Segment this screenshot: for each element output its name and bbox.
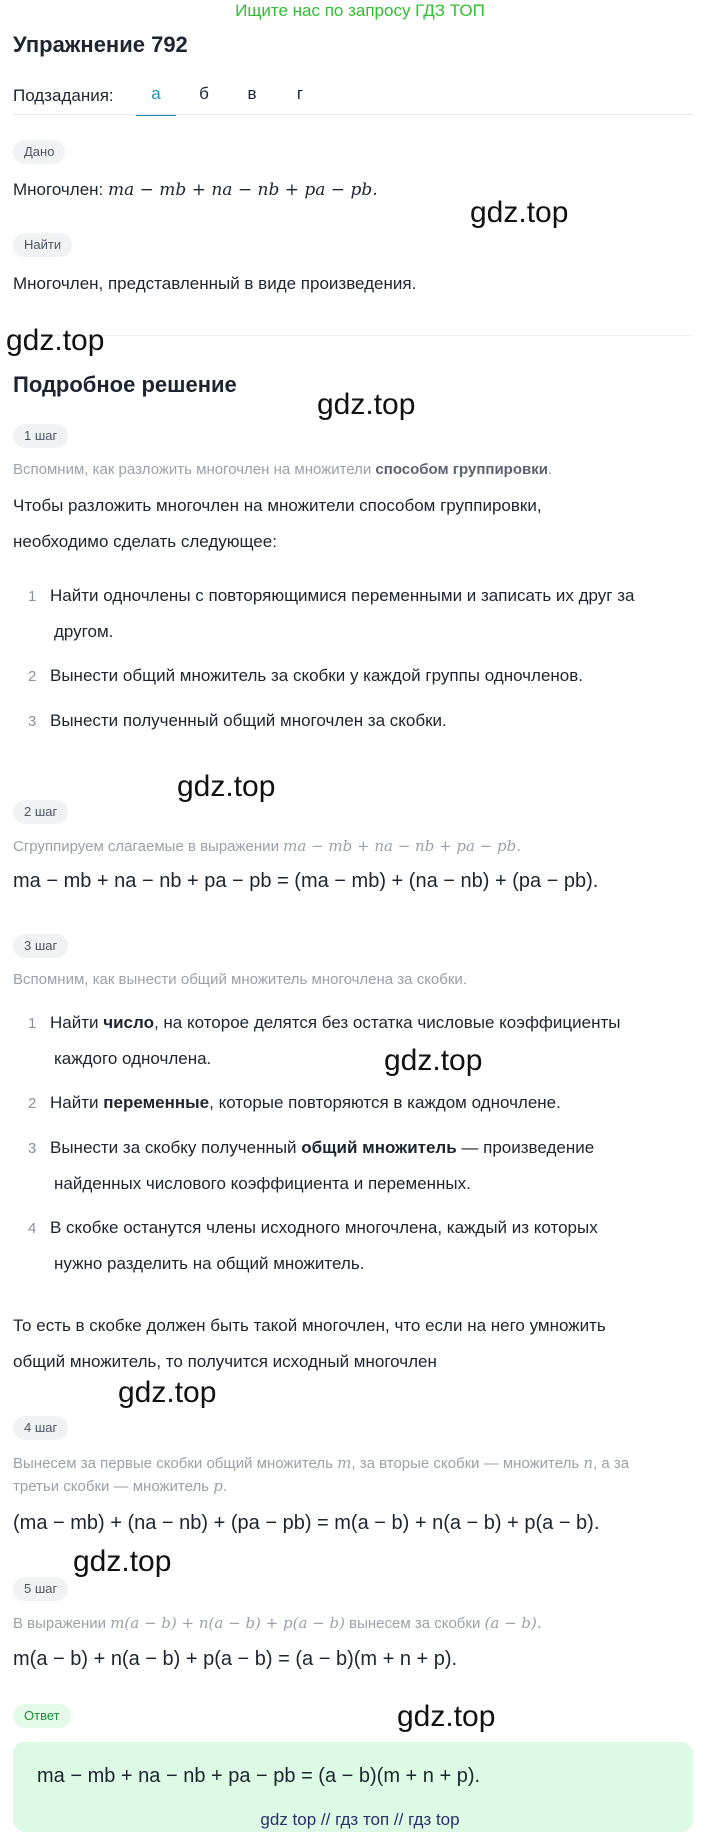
step4-hint1-m: m: [337, 1454, 352, 1472]
step5-hint: [13, 1612, 542, 1635]
watermark: gdz.top: [470, 196, 569, 229]
step3-item3-num: 3: [28, 1140, 37, 1157]
step3-item2-num: 2: [28, 1095, 37, 1112]
step3-item3-pre: Вынести за скобку полученный: [50, 1138, 302, 1157]
step1-item1-b: другом.: [54, 622, 114, 641]
step4-hint2-post: .: [222, 1478, 227, 1495]
subtasks-label: Подзадания:: [13, 86, 114, 105]
step4-hint1-mid: , за вторые скобки — множитель: [351, 1455, 580, 1472]
step3-item1-bold: число: [103, 1013, 154, 1032]
step4-pill: 4 шаг: [13, 1416, 68, 1440]
exercise-title: Упражнение 792: [13, 32, 188, 57]
step3-line1: То есть в скобке должен быть такой многочлен, что если на него умножить: [13, 1316, 606, 1335]
step3-item2: [50, 1085, 690, 1121]
step2-hint-formula: ma − mb + na − nb + pa − pb.: [283, 837, 522, 855]
step3-line2: общий множитель, то получится исходный многочлен: [13, 1352, 437, 1371]
tab-b[interactable]: б: [199, 84, 209, 103]
step2-hint: [13, 835, 521, 858]
step1-hint-bold: способом группировки: [375, 461, 548, 478]
step3-item4-b: нужно разделить на общий множитель.: [54, 1254, 365, 1273]
watermark: gdz.top: [118, 1376, 217, 1409]
step4-hint1-pre: Вынесем за первые скобки общий множитель: [13, 1455, 333, 1472]
step3-item3-post: — произведение: [456, 1138, 595, 1157]
watermark: gdz.top: [73, 1545, 172, 1578]
answer-pill: Ответ: [13, 1704, 71, 1728]
tabs-divider: [13, 114, 693, 115]
step1-hint-pre: Вспомним, как разложить многочлен на множители: [13, 461, 376, 478]
footer-links[interactable]: gdz top // гдз топ // гдз top: [260, 1810, 460, 1829]
solution-title: Подробное решение: [13, 372, 237, 397]
step1-item3-num: 3: [28, 713, 37, 730]
step3-item3-b: найденных числового коэффициента и переменных.: [54, 1174, 471, 1193]
step4-formula: (ma − mb) + (na − nb) + (pa − pb) = m(a − b) + n(a − b) + p(a − b).: [13, 1512, 600, 1534]
step3-item3-bold: общий множитель: [301, 1138, 457, 1157]
step2-pill: 2 шаг: [13, 800, 68, 824]
watermark: gdz.top: [384, 1044, 483, 1077]
step5-hint-mid: вынесем за скобки: [349, 1615, 481, 1632]
step3-item4: [50, 1210, 690, 1282]
step3-item1-b: каждого одночлена.: [54, 1049, 212, 1068]
step5-hint-pre: В выражении: [13, 1615, 107, 1632]
watermark: gdz.top: [177, 770, 276, 803]
step1-line1: Чтобы разложить многочлен на множители способом группировки,: [13, 496, 542, 515]
step1-item1-a: Найти одночлены с повторяющимися переменными и записать их друг за: [50, 586, 635, 605]
step3-item1-post: , на которое делятся без остатка числовые коэффициенты: [153, 1013, 621, 1032]
step3-item1: [50, 1005, 690, 1077]
watermark: gdz.top: [397, 1700, 496, 1733]
step5-formula: m(a − b) + n(a − b) + p(a − b) = (a − b)(m + n + p).: [13, 1648, 458, 1670]
step4-hint: [13, 1452, 703, 1498]
step1-item3: Вынести полученный общий многочлен за скобки.: [50, 711, 447, 730]
step2-hint-text: Сгруппируем слагаемые в выражении: [13, 838, 279, 855]
step5-hint-formula2: (a − b).: [484, 1614, 542, 1632]
step3-item1-pre: Найти: [50, 1013, 104, 1032]
step3-item2-post: , которые повторяются в каждом одночлене.: [209, 1093, 561, 1112]
step4-hint2-pre: третьи скобки — множитель: [13, 1478, 210, 1495]
tab-v[interactable]: в: [247, 84, 257, 103]
given-label: Многочлен:: [13, 180, 104, 199]
step1-pill: 1 шаг: [13, 424, 68, 448]
promo-banner[interactable]: Ищите нас по запросу ГДЗ ТОП: [235, 1, 485, 20]
step1-item2-num: 2: [28, 668, 37, 685]
find-text: Многочлен, представленный в виде произведения.: [13, 274, 417, 293]
step2-formula: ma − mb + na − nb + pa − pb = (ma − mb) + (na − nb) + (pa − pb).: [13, 870, 599, 892]
step1-hint-post: .: [547, 461, 553, 478]
step4-hint2-p: p: [213, 1477, 223, 1495]
step3-hint: Вспомним, как вынести общий множитель многочлена за скобки.: [13, 971, 467, 988]
answer-formula: ma − mb + na − nb + pa − pb = (a − b)(m + n + p).: [37, 1765, 481, 1787]
watermark: gdz.top: [6, 324, 105, 357]
given-formula: ma − mb + na − nb + pa − pb.: [108, 180, 378, 200]
step3-pill: 3 шаг: [13, 934, 68, 958]
step1-hint: [13, 459, 552, 481]
step1-item1: [50, 578, 690, 650]
step4-hint1-n: n: [583, 1454, 593, 1472]
given-text: [13, 178, 378, 202]
step4-hint1-post: , а за: [593, 1455, 630, 1472]
watermark: gdz.top: [317, 388, 416, 421]
step1-item1-num: 1: [28, 588, 37, 605]
step3-item2-pre: Найти: [50, 1093, 104, 1112]
step5-hint-formula: m(a − b) + n(a − b) + p(a − b): [110, 1614, 345, 1632]
given-pill: Дано: [13, 140, 65, 164]
tab-g[interactable]: г: [296, 84, 304, 103]
section-divider: [13, 335, 693, 336]
step3-item2-bold: переменные: [103, 1093, 210, 1112]
tab-a[interactable]: а: [136, 84, 176, 116]
step3-item4-pre: В скобке останутся члены исходного многочлена, каждый из которых: [50, 1218, 598, 1237]
step1-line2: необходимо сделать следующее:: [13, 532, 277, 551]
find-pill: Найти: [13, 233, 72, 257]
step3-item3: [50, 1130, 690, 1202]
step3-item1-num: 1: [28, 1015, 37, 1032]
step5-pill: 5 шаг: [13, 1577, 68, 1601]
step3-item4-num: 4: [28, 1220, 37, 1237]
step1-item2: Вынести общий множитель за скобки у каждой группы одночленов.: [50, 666, 584, 685]
